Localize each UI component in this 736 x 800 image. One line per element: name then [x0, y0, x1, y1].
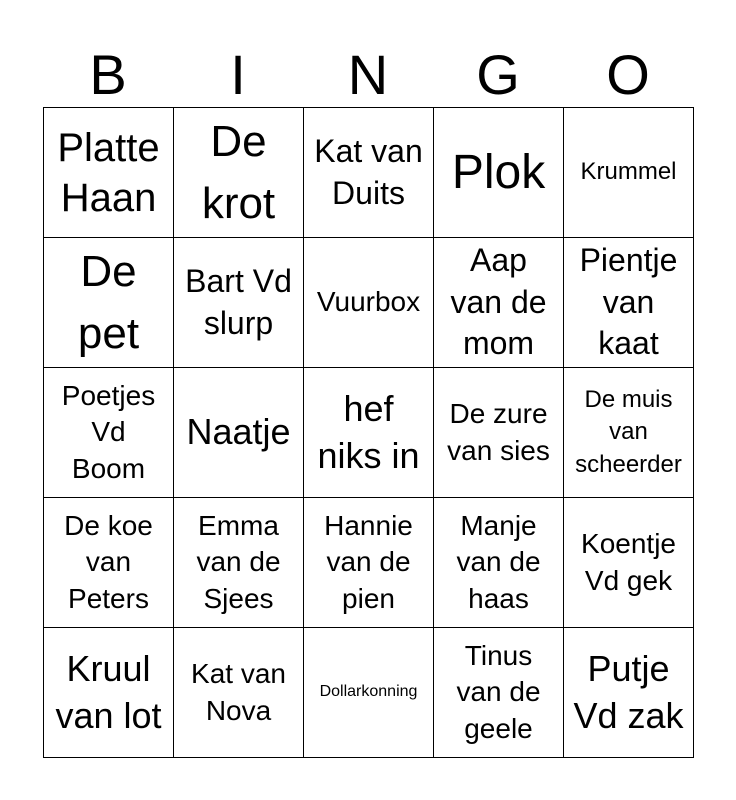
bingo-cell[interactable]	[44, 368, 174, 498]
cell-label: Emma van de Sjees	[196, 509, 281, 614]
bingo-cell[interactable]	[564, 628, 694, 758]
bingo-cell[interactable]	[434, 498, 564, 628]
cell-label: Plok	[451, 145, 546, 199]
bingo-cell[interactable]	[434, 108, 564, 238]
cell-label: Koentje Vd gek	[581, 528, 676, 596]
cell-label: Naatje	[186, 411, 291, 453]
bingo-cell[interactable]	[304, 628, 434, 758]
bingo-cell[interactable]	[434, 238, 564, 368]
bingo-cell[interactable]	[434, 368, 564, 498]
cell-label: Vuurbox	[316, 286, 421, 318]
bingo-cell[interactable]	[564, 108, 694, 238]
cell-label: Kat van Nova	[191, 658, 286, 726]
cell-label: De krot	[201, 116, 276, 228]
bingo-cell[interactable]	[304, 238, 434, 368]
bingo-cell[interactable]	[564, 498, 694, 628]
cell-label: Aap van de mom	[450, 242, 547, 362]
cell-label: Krummel	[580, 158, 677, 186]
cell-label: Putje Vd zak	[573, 647, 684, 736]
bingo-cell[interactable]	[174, 238, 304, 368]
bingo-cell[interactable]	[564, 368, 694, 498]
cell-label: Poetjes Vd Boom	[61, 379, 156, 484]
bingo-cell[interactable]	[174, 628, 304, 758]
bingo-header	[43, 42, 693, 108]
cell-label: Dollarkonning	[319, 683, 418, 701]
bingo-cell[interactable]	[174, 498, 304, 628]
header-letter-o: O	[606, 43, 650, 106]
bingo-cell[interactable]	[304, 498, 434, 628]
bingo-cell[interactable]	[434, 628, 564, 758]
bingo-cell[interactable]	[44, 498, 174, 628]
bingo-cell[interactable]	[44, 238, 174, 368]
bingo-cell[interactable]	[304, 108, 434, 238]
header-letter-b: B	[89, 43, 127, 106]
bingo-cell[interactable]	[564, 238, 694, 368]
bingo-board	[43, 107, 694, 758]
cell-label: Hannie van de pien	[324, 509, 413, 614]
cell-label: Bart Vd slurp	[185, 262, 292, 341]
cell-label: Kruul van lot	[55, 647, 162, 736]
cell-label: De muis van scheerder	[575, 385, 682, 478]
bingo-cell[interactable]	[44, 628, 174, 758]
cell-label: De pet	[77, 246, 140, 358]
header-letter-g: G	[476, 43, 520, 106]
cell-label: Kat van Duits	[314, 132, 423, 211]
bingo-cell[interactable]	[174, 108, 304, 238]
bingo-cell[interactable]	[304, 368, 434, 498]
header-letter-n: N	[347, 43, 389, 106]
cell-label: hef niks in	[317, 387, 420, 476]
header-letter-i: I	[230, 43, 246, 106]
bingo-cell[interactable]	[44, 108, 174, 238]
cell-label: De zure van sies	[447, 398, 550, 466]
cell-label: De koe van Peters	[64, 509, 153, 614]
cell-label: Manje van de haas	[456, 509, 541, 614]
cell-label: Pientje van kaat	[579, 242, 678, 362]
bingo-cell[interactable]	[174, 368, 304, 498]
cell-label: Tinus van de geele	[456, 639, 541, 744]
cell-label: Platte Haan	[57, 125, 160, 220]
